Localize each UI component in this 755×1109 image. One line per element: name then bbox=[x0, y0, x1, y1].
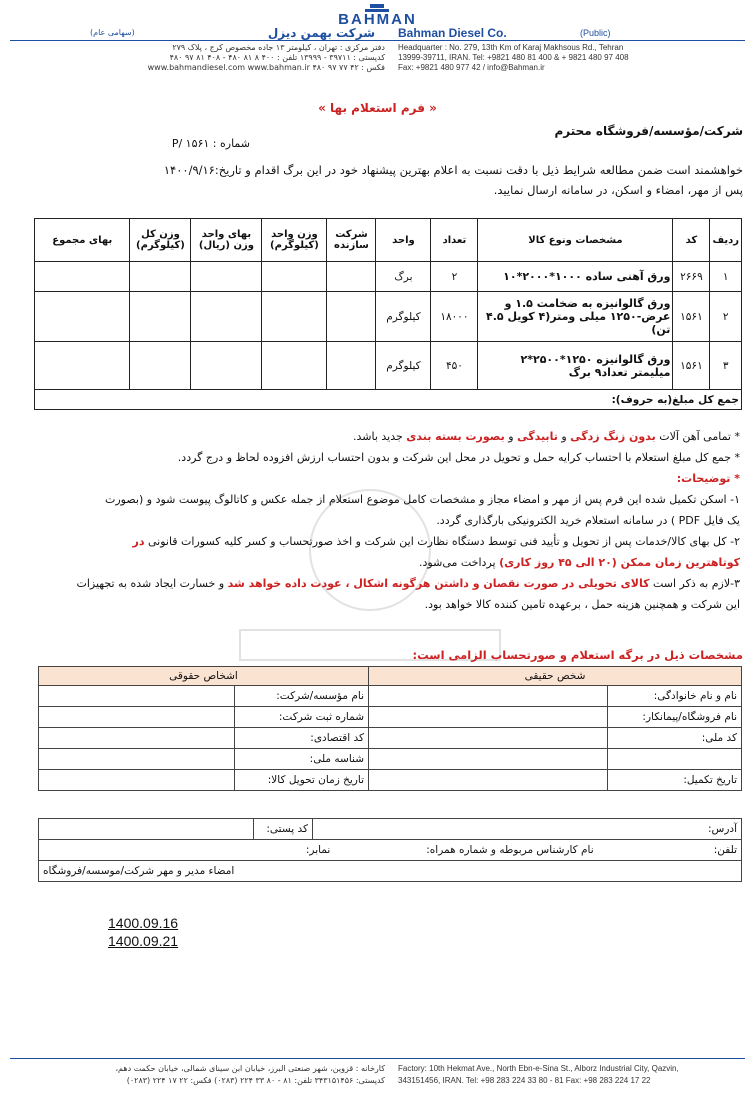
company-logo: BAHMAN bbox=[338, 11, 417, 28]
explanation-3: ۳-لازم به ذکر است کالای تحویلی در صورت نقصان و داشتن هرگونه اشکال ، عودت داده خواهد شد و خسارت ایجاد شده به تجهیزات این شرکت و همچنین هزینه حمل ، برعهده تامین کننده کالا خواهد بود. bbox=[76, 577, 740, 611]
intro-paragraph: خواهشمند است ضمن مطالعه شرایط ذیل با دقت نسبت به اعلام بهترین پیشنهاد خود در این برگ اقدام و تاریخ:۱۴۰۰/۹/۱۶ پس از مهر، امضاء و اسکن، در سامانه ارسال نمایید. bbox=[163, 163, 743, 197]
total-price-cell[interactable] bbox=[35, 292, 130, 342]
delivery-date-field[interactable] bbox=[39, 770, 235, 791]
company-name-field[interactable] bbox=[39, 686, 235, 707]
unit-weight-cell[interactable] bbox=[262, 342, 327, 390]
col-manufacturer: شرکت سازنده bbox=[327, 219, 376, 262]
contact-cell[interactable] bbox=[39, 840, 742, 861]
info-row bbox=[39, 728, 742, 749]
col-quantity: تعداد bbox=[431, 219, 478, 262]
col-code: کد bbox=[673, 219, 710, 262]
col-total-price: بهای مجموع bbox=[35, 219, 130, 262]
form-title: « فرم استعلام بها » bbox=[318, 101, 437, 115]
company-type-fa: (سهامی عام) bbox=[90, 28, 135, 37]
col-unit-weight: وزن واحد (کیلوگرم) bbox=[262, 219, 327, 262]
required-info-heading: مشخصات ذیل در برگه استعلام و صورتحساب الزامی است: bbox=[412, 648, 743, 662]
company-name-fa: شرکت بهمن دیزل bbox=[267, 26, 375, 40]
national-id-label: شناسه ملی: bbox=[235, 749, 369, 770]
items-table bbox=[34, 218, 742, 410]
item-code: ۲۶۶۹ bbox=[673, 262, 710, 292]
item-unit: کیلوگرم bbox=[376, 292, 431, 342]
table-row bbox=[35, 262, 742, 292]
total-row bbox=[35, 390, 742, 410]
unit-price-cell[interactable] bbox=[191, 342, 262, 390]
info-row bbox=[39, 770, 742, 791]
items-header-row bbox=[35, 219, 742, 262]
manufacturer-cell[interactable] bbox=[327, 342, 376, 390]
address-field[interactable]: آدرس: bbox=[313, 819, 742, 840]
manufacturer-cell[interactable] bbox=[327, 292, 376, 342]
recipient-line: شرکت/مؤسسه/فروشگاه محترم bbox=[554, 124, 743, 138]
company-name-en: Bahman Diesel Co. bbox=[398, 26, 507, 40]
info-row bbox=[39, 707, 742, 728]
natural-person-header: شخص حقیقی bbox=[369, 667, 742, 686]
postal-code-field[interactable] bbox=[39, 819, 254, 840]
info-row bbox=[39, 686, 742, 707]
empty-label bbox=[608, 749, 742, 770]
total-weight-cell[interactable] bbox=[130, 292, 191, 342]
total-price-cell[interactable] bbox=[35, 342, 130, 390]
unit-weight-cell[interactable] bbox=[262, 262, 327, 292]
total-amount-words[interactable]: جمع کل مبلغ(به حروف): bbox=[35, 390, 742, 410]
total-weight-cell[interactable] bbox=[130, 262, 191, 292]
footer-address-en: Factory: 10th Hekmat Ave., North Ebn-e-Sina St., Alborz Industrial City, Qazvin, 343151456, IRAN. Tel: +98 283 224 33 80 - 81 Fax: +98 283 224 17 22 bbox=[398, 1064, 679, 1085]
date-note-2: 1400.09.21 bbox=[108, 933, 179, 949]
date-note-1: 1400.09.16 bbox=[108, 915, 179, 931]
phone-label: تلفن: bbox=[713, 844, 737, 856]
row-number: ۱ bbox=[710, 262, 742, 292]
manufacturer-cell[interactable] bbox=[327, 262, 376, 292]
explanation-1: ۱- اسکن تکمیل شده این فرم پس از مهر و امضاء مجاز و مشخصات کامل موضوع استعلام از جمله عکس و کاتالوگ پیوست شود و (بصورت یک فایل PDF ) در سامانه استعلام خرید الکترونیکی بارگذاری گردد. bbox=[105, 493, 740, 527]
item-quantity: ۱۸۰۰۰ bbox=[431, 292, 478, 342]
col-row-no: ردیف bbox=[710, 219, 742, 262]
notes-section bbox=[40, 426, 740, 615]
empty-field[interactable] bbox=[369, 749, 608, 770]
total-weight-cell[interactable] bbox=[130, 342, 191, 390]
item-quantity: ۴۵۰ bbox=[431, 342, 478, 390]
postal-code-label: کد پستی: bbox=[254, 819, 313, 840]
contact-row bbox=[39, 840, 742, 861]
legal-entity-header: اشخاص حقوقی bbox=[39, 667, 369, 686]
item-description: ورق گالوانیزه ۱۲۵۰*۲۵۰۰*۲ میلیمتر تعداد۹ برگ bbox=[478, 342, 673, 390]
signature-row bbox=[39, 861, 742, 882]
col-unit: واحد bbox=[376, 219, 431, 262]
expert-label: نام کارشناس مربوطه و شماره همراه: bbox=[426, 844, 594, 856]
item-quantity: ۲ bbox=[431, 262, 478, 292]
signature-cell[interactable] bbox=[39, 861, 742, 882]
table-row bbox=[35, 342, 742, 390]
registration-number-label: شماره ثبت شرکت: bbox=[235, 707, 369, 728]
full-name-field[interactable] bbox=[369, 686, 608, 707]
total-price-cell[interactable] bbox=[35, 262, 130, 292]
economic-code-field[interactable] bbox=[39, 728, 235, 749]
item-description: ورق گالوانیزه به ضخامت ۱.۵ و عرض-۱۲۵۰ میلی ومتر(۴ کویل ۴.۵ تن) bbox=[478, 292, 673, 342]
address-row bbox=[39, 819, 742, 840]
completion-date-label: تاریخ تکمیل: bbox=[608, 770, 742, 791]
signature-label: امضاء مدیر و مهر شرکت/موسسه/فروشگاه bbox=[43, 865, 235, 877]
national-id-field[interactable] bbox=[39, 749, 235, 770]
item-code: ۱۵۶۱ bbox=[673, 342, 710, 390]
note-2: * جمع کل مبلغ استعلام با احتساب کرایه حمل و تحویل در محل این شرکت و بدون احتساب ارزش افزوده لحاظ و درج گردد. bbox=[177, 451, 740, 464]
row-number: ۲ bbox=[710, 292, 742, 342]
table-row bbox=[35, 292, 742, 342]
full-name-label: نام و نام خانوادگی: bbox=[608, 686, 742, 707]
col-unit-price: بهای واحد وزن (ریال) bbox=[191, 219, 262, 262]
footer-address-fa: کارخانه : قزوین، شهر صنعتی البرز، خیابان ابن سینای شمالی، خیابان حکمت دهم، کدپستی: ۳۴۳۱۵۱۴۵۶ تلفن: ۸۱ - ۸۰ ۳۳ ۲۲۴ (۰۲۸۳) فکس: ۲۲ ۱۷ ۲۲۴ (۰۲۸۳) bbox=[115, 1064, 385, 1085]
header-address-fa: دفتر مرکزی : تهران ، کیلومتر ۱۳ جاده مخصوص کرج ، پلاک ۲۷۹ کدپستی : ۳۹۷۱۱ - ۱۳۹۹۹ تلفن : ۴۰۰ ۸ ۸۱ ۴۸۰ - ۴۰۸ ۸۱ ۹۷ ۴۸۰ فکس : ۴۲ ۷۷ ۹۷ ۴۸۰ www.bahmandiesel.com www.bahman.ir bbox=[147, 43, 385, 72]
unit-price-cell[interactable] bbox=[191, 292, 262, 342]
company-type-en: (Public) bbox=[580, 28, 611, 38]
note-1: * تمامی آهن آلات بدون زنگ زدگی و تابیدگی و بصورت بسته بندی جدید باشد. bbox=[352, 430, 740, 443]
store-name-field[interactable] bbox=[369, 707, 608, 728]
address-table bbox=[38, 818, 742, 882]
info-header-row bbox=[39, 667, 742, 686]
delivery-date-label: تاریخ زمان تحویل کالا: bbox=[235, 770, 369, 791]
national-code-label: کد ملی: bbox=[608, 728, 742, 749]
row-number: ۳ bbox=[710, 342, 742, 390]
company-name-label: نام مؤسسه/شرکت: bbox=[235, 686, 369, 707]
unit-weight-cell[interactable] bbox=[262, 292, 327, 342]
reference-number: شماره : P/ ۱۵۶۱ bbox=[171, 137, 250, 150]
supplier-info-table bbox=[38, 666, 742, 791]
fax-label: نمابر: bbox=[305, 844, 331, 856]
info-row bbox=[39, 749, 742, 770]
col-total-weight: وزن کل (کیلوگرم) bbox=[130, 219, 191, 262]
item-description: ورق آهنی ساده ۱۰۰۰*۲۰۰۰*۱۰ bbox=[478, 262, 673, 292]
economic-code-label: کد اقتصادی: bbox=[235, 728, 369, 749]
completion-date-field[interactable] bbox=[369, 770, 608, 791]
item-code: ۱۵۶۱ bbox=[673, 292, 710, 342]
unit-price-cell[interactable] bbox=[191, 262, 262, 292]
registration-number-field[interactable] bbox=[39, 707, 235, 728]
header-divider bbox=[10, 40, 745, 41]
explanation-2: ۲- کل بهای کالا/خدمات پس از تحویل و تأیید فنی توسط دستگاه نظارت این شرکت و اخذ صورتحساب و کسر کلیه کسورات قانونی در کوتاهترین زمان ممکن (۲۰ الی ۴۵ روز کاری) پرداخت می‌شود. bbox=[132, 535, 740, 569]
header-address-en: Headquarter : No. 279, 13th Km of Karaj Makhsous Rd., Tehran 13999-39711, IRAN. Tel: +9821 480 81 400 & + 9821 480 97 408 Fax: +9821 480 977 42 / info@Bahman.ir bbox=[398, 43, 629, 72]
item-unit: کیلوگرم bbox=[376, 342, 431, 390]
national-code-field[interactable] bbox=[369, 728, 608, 749]
notes-heading: * توضیحات: bbox=[676, 472, 740, 485]
footer-divider bbox=[10, 1058, 745, 1059]
item-unit: برگ bbox=[376, 262, 431, 292]
col-description: مشخصات ونوع کالا bbox=[478, 219, 673, 262]
store-name-label: نام فروشگاه/پیمانکار: bbox=[608, 707, 742, 728]
